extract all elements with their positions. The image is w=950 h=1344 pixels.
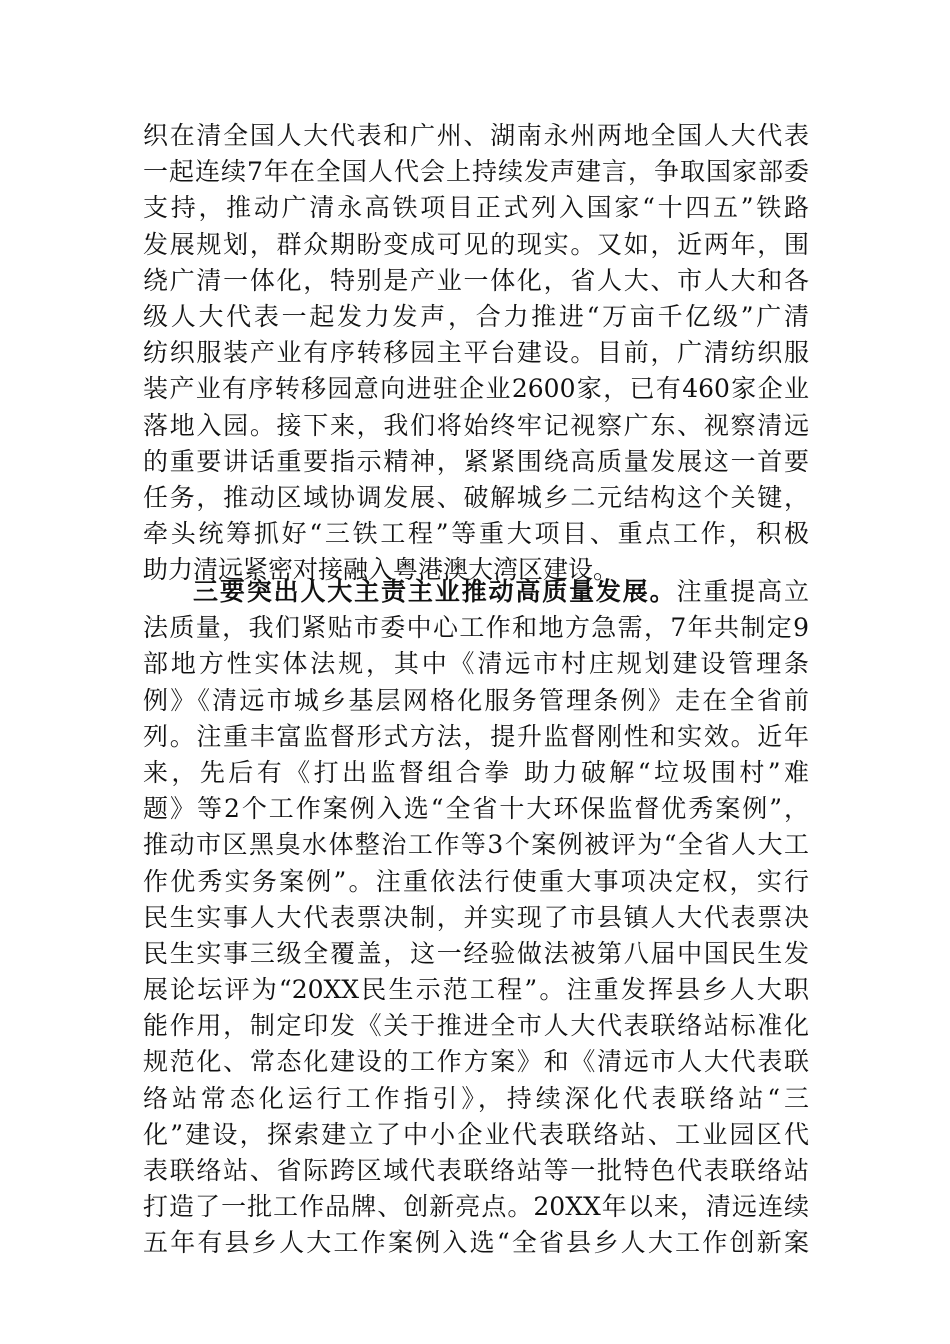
paragraph-2-line: 表联络站、省际跨区域代表联络站等一批特色代表联络站 (143, 1156, 809, 1185)
paragraph-1-line: 装产业有序转移园意向进驻企业2600家，已有460家企业 (143, 374, 809, 404)
paragraph-2-line: 化”建设，探索建立了中小企业代表联络站、工业园区代 (143, 1119, 809, 1149)
paragraph-2-line: 规范化、常态化建设的工作方案》和《清远市人大代表联 (143, 1047, 809, 1077)
paragraph-2-line: 法质量，我们紧贴市委中心工作和地方急需，7年共制定9 (143, 613, 809, 643)
paragraph-1-line: 织在清全国人大代表和广州、湖南永州两地全国人大代表 (143, 121, 809, 150)
paragraph-1-line: 级人大代表一起发力发声，合力推进“万亩千亿级”广清 (143, 301, 809, 331)
paragraph-2-line: 民生实事三级全覆盖，这一经验做法被第八届中国民生发 (143, 938, 809, 968)
paragraph-2-line: 能作用，制定印发《关于推进全市人大代表联络站标准化 (143, 1011, 809, 1041)
paragraph-2-line: 来，先后有《打出监督组合拳 助力破解“垃圾围村”难 (143, 757, 809, 787)
paragraph-1-line: 纺织服装产业有序转移园主平台建设。目前，广清纺织服 (143, 338, 809, 368)
paragraph-1-line: 一起连续7年在全国人代会上持续发声建言，争取国家部委 (143, 157, 809, 187)
paragraph-1-line: 的重要讲话重要指示精神，紧紧围绕高质量发展这一首要 (143, 446, 809, 476)
paragraph-1-line: 落地入园。接下来，我们将始终牢记视察广东、视察清远 (143, 410, 809, 440)
paragraph-2-line: 打造了一批工作品牌、创新亮点。20XX年以来，清远连续 (143, 1192, 809, 1222)
paragraph-2-line: 题》等2个工作案例入选“全省十大环保监督优秀案例”， (143, 794, 809, 824)
paragraph-1 (143, 118, 809, 588)
paragraph-1-line: 绕广清一体化，特别是产业一体化，省人大、市人大和各 (143, 265, 809, 295)
paragraph-2-line: 民生实事人大代表票决制，并实现了市县镇人大代表票决 (143, 902, 809, 932)
paragraph-heading: 三要突出人大主责主业推动高质量发展。 (193, 577, 677, 606)
paragraph-2-first-line-rest: 注重提高立 (676, 577, 809, 606)
paragraph-2-line: 例》《清远市城乡基层网格化服务管理条例》走在全省前 (143, 685, 809, 715)
paragraph-1-line: 支持，推动广清永高铁项目正式列入国家“十四五”铁路 (143, 193, 809, 223)
paragraph-2-line: 推动市区黑臭水体整治工作等3个案例被评为“全省人大工 (143, 830, 809, 860)
paragraph-1-line: 任务，推动区域协调发展、破解城乡二元结构这个关键， (143, 482, 809, 512)
paragraph-2-line: 五年有县乡人大工作案例入选“全省县乡人大工作创新案 (143, 1228, 809, 1258)
paragraph-1-line: 助力清远紧密对接融入粤港澳大湾区建设。 (143, 555, 619, 585)
paragraph-2-line: 列。注重丰富监督形式方法，提升监督刚性和实效。近年 (143, 721, 809, 751)
paragraph-2-line: 部地方性实体法规，其中《清远市村庄规划建设管理条 (143, 649, 809, 679)
paragraph-2-line: 作优秀实务案例”。注重依法行使重大事项决定权，实行 (143, 866, 809, 896)
paragraph-2-line: 络站常态化运行工作指引》，持续深化代表联络站“三 (143, 1083, 809, 1113)
paragraph-2-line: 展论坛评为“20XX民生示范工程”。注重发挥县乡人大职 (143, 975, 809, 1005)
paragraph-2 (143, 574, 809, 1262)
paragraph-1-line: 牵头统筹抓好“三铁工程”等重大项目、重点工作，积极 (143, 519, 809, 549)
paragraph-1-line: 发展规划，群众期盼变成可见的现实。又如，近两年，围 (143, 229, 809, 259)
paragraph-2-first-line (143, 574, 809, 610)
